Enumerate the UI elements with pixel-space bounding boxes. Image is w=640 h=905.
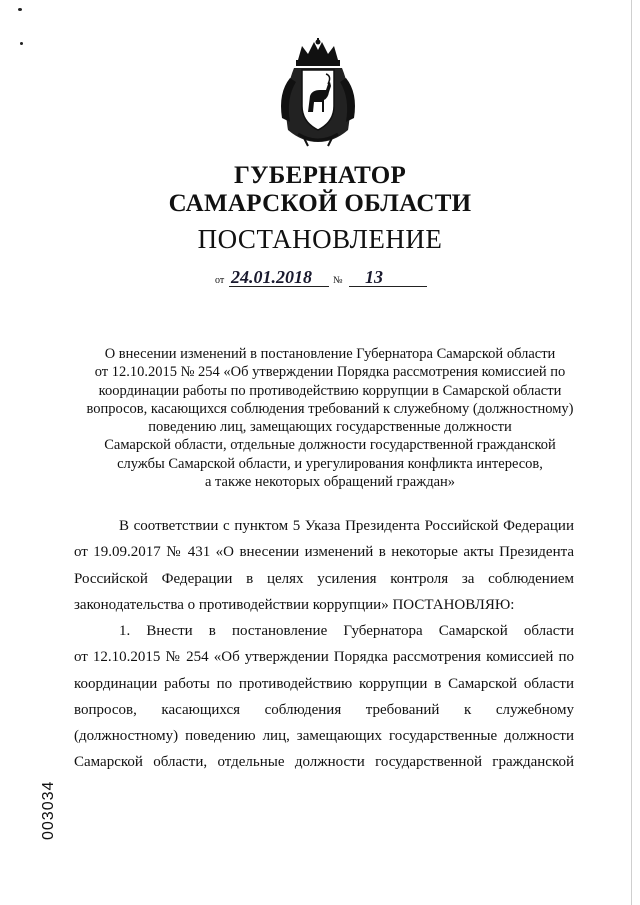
paragraph-line: от 12.10.2015 № 254 «Об утверждении Порядка рассмотрения комиссией по [74,649,574,666]
paragraph-line: В соответствии с пунктом 5 Указа Президента Российской Федерации [119,518,574,534]
paragraph-line: координации работы по противодействию коррупции в Самарской области [74,675,574,692]
coat-of-arms-icon [268,38,368,150]
paragraph-line: 1. Внести в постановление Губернатора Самарской области [119,623,574,639]
document-subject [70,345,590,491]
subject-line: а также некоторых обращений граждан» [204,474,456,491]
document-type: ПОСТАНОВЛЕНИЕ [197,224,443,254]
number-prefix: № [333,275,343,286]
subject-line: координации работы по противодействию коррупции в Самарской области [98,382,562,399]
paragraph-line: (должностному) поведению лиц, замещающих государственные должности [74,728,574,745]
subject-line: Самарской области, отдельные должности государственной гражданской [104,437,556,454]
paragraph-line: законодательства о противодействии коррупции» ПОСТАНОВЛЯЮ: [74,596,515,613]
governor-title-line1: ГУБЕРНАТОР [233,162,407,189]
subject-line: поведению лиц, замещающих государственные должности [148,419,512,436]
paragraph-preamble [74,513,574,618]
governor-title-line2: САМАРСКОЙ ОБЛАСТИ [168,190,472,217]
date-prefix: от [215,275,225,286]
subject-line: О внесении изменений в постановление Губернатора Самарской области [104,346,556,362]
paragraph-line: Российской Федерации в целях усиления контроля за соблюдением [74,570,574,587]
margin-serial-number: 003034 [40,780,57,840]
page-edge [631,0,632,905]
paragraph-item-1 [74,618,574,776]
paragraph-line: Самарской области, отдельные должности государственной гражданской [74,754,574,771]
paragraph-line: от 19.09.2017 № 431 «О внесении изменений в некоторые акты Президента [74,544,574,561]
scan-speck [18,8,22,11]
scan-speck [20,42,23,45]
subject-line: вопросов, касающихся соблюдения требований к служебному (должностному) [86,400,574,417]
subject-line: от 12.10.2015 № 254 «Об утверждении Порядка рассмотрения комиссией по [94,364,566,381]
date-value: 24.01.2018 [231,267,312,287]
date-number-line [215,268,435,290]
number-underline [349,286,427,287]
paragraph-line: вопросов, касающихся соблюдения требований к служебному [74,701,574,718]
number-value: 13 [365,267,383,287]
subject-line: службы Самарской области, и урегулирования конфликта интересов, [117,455,543,472]
